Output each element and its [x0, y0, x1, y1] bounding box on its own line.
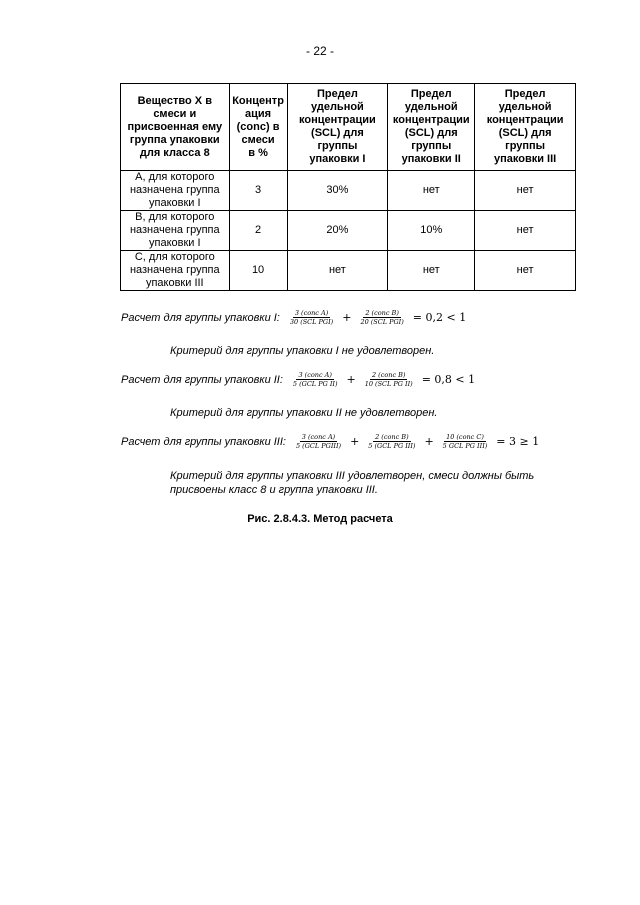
cell-scl: нет: [388, 171, 475, 211]
cell-scl: нет: [475, 251, 576, 291]
plus-sign: +: [424, 435, 434, 448]
header-concentration: Концентр ация (conc) в смеси в %: [229, 84, 287, 171]
cell-scl: нет: [388, 251, 475, 291]
table-row: [121, 171, 576, 211]
table-row: [121, 251, 576, 291]
criterion-pg3: [170, 469, 534, 497]
plus-sign: +: [342, 311, 352, 324]
table-row: [121, 211, 576, 251]
calc-row-pg3: [121, 433, 544, 450]
calc-label-pg3: Расчет для группы упаковки III:: [121, 435, 286, 448]
cell-substance: C, для которого назначена группа упаковки III: [121, 251, 230, 291]
fraction-a-pg1: $\frac{\text{3 (conc A)}}{\text{30 (SCL PGI)}}$: [289, 309, 334, 326]
calc-label-pg1: Расчет для группы упаковки I:: [121, 311, 280, 324]
criterion-pg2: Критерий для группы упаковки II не удовлетворен.: [170, 407, 438, 419]
cell-scl: нет: [287, 251, 388, 291]
concentration-table: [120, 83, 576, 291]
plus-sign: +: [350, 435, 360, 448]
calc-row-pg1: [121, 309, 471, 326]
cell-scl: 10%: [388, 211, 475, 251]
calc-row-pg2: [121, 371, 480, 388]
calc-result-pg1: = 0,2 < 1: [412, 311, 467, 324]
calc-result-pg2: = 0,8 < 1: [421, 373, 476, 386]
header-scl-pg3: Предел удельной концентрации (SCL) для группы упаковки III: [475, 84, 576, 171]
figure-caption: Рис. 2.8.4.3. Метод расчета: [247, 513, 393, 525]
cell-substance: A, для которого назначена группа упаковки I: [121, 171, 230, 211]
cell-scl: 20%: [287, 211, 388, 251]
cell-scl: нет: [475, 211, 576, 251]
calc-label-pg2: Расчет для группы упаковки II:: [121, 373, 283, 386]
cell-concentration: 10: [229, 251, 287, 291]
cell-scl: 30%: [287, 171, 388, 211]
plus-sign: +: [346, 373, 356, 386]
calc-result-pg3: = 3 ≥ 1: [496, 435, 540, 448]
header-scl-pg1: Предел удельной концентрации (SCL) для группы упаковки I: [287, 84, 388, 171]
fraction-b-pg2: $\frac{\text{2 (conc B)}}{\text{10 (SCL PG II)}}$: [364, 371, 413, 388]
table-header-row: [121, 84, 576, 171]
criterion-pg3-line: Критерий для группы упаковки III удовлетворен, смеси должны быть: [170, 470, 535, 482]
cell-concentration: 3: [229, 171, 287, 211]
criterion-pg3-line: присвоены класс 8 и группа упаковки III.: [170, 484, 378, 496]
header-substance: Вещество X в смеси и присвоенная ему группа упаковки для класса 8: [121, 84, 230, 171]
criterion-pg1: Критерий для группы упаковки I не удовлетворен.: [170, 345, 435, 357]
header-scl-pg2: Предел удельной концентрации (SCL) для группы упаковки II: [388, 84, 475, 171]
cell-substance: B, для которого назначена группа упаковки I: [121, 211, 230, 251]
fraction-a-pg3: $\frac{\text{3 (conc A)}}{\text{5 (GCL PGIII)}}$: [295, 433, 342, 450]
fraction-b-pg1: $\frac{\text{2 (conc B)}}{\text{20 (SCL PGI)}}$: [360, 309, 404, 326]
fraction-c-pg3: $\frac{\text{10 (conc C)}}{\text{5 GCL PG III)}}$: [442, 433, 488, 450]
fraction-b-pg3: $\frac{\text{2 (conc B)}}{\text{5 (GCL PG III)}}$: [368, 433, 416, 450]
cell-concentration: 2: [229, 211, 287, 251]
page-number: - 22 -: [305, 44, 334, 58]
fraction-a-pg2: $\frac{\text{3 (conc A)}}{\text{5 (GCL PG II)}}$: [292, 371, 338, 388]
cell-scl: нет: [475, 171, 576, 211]
